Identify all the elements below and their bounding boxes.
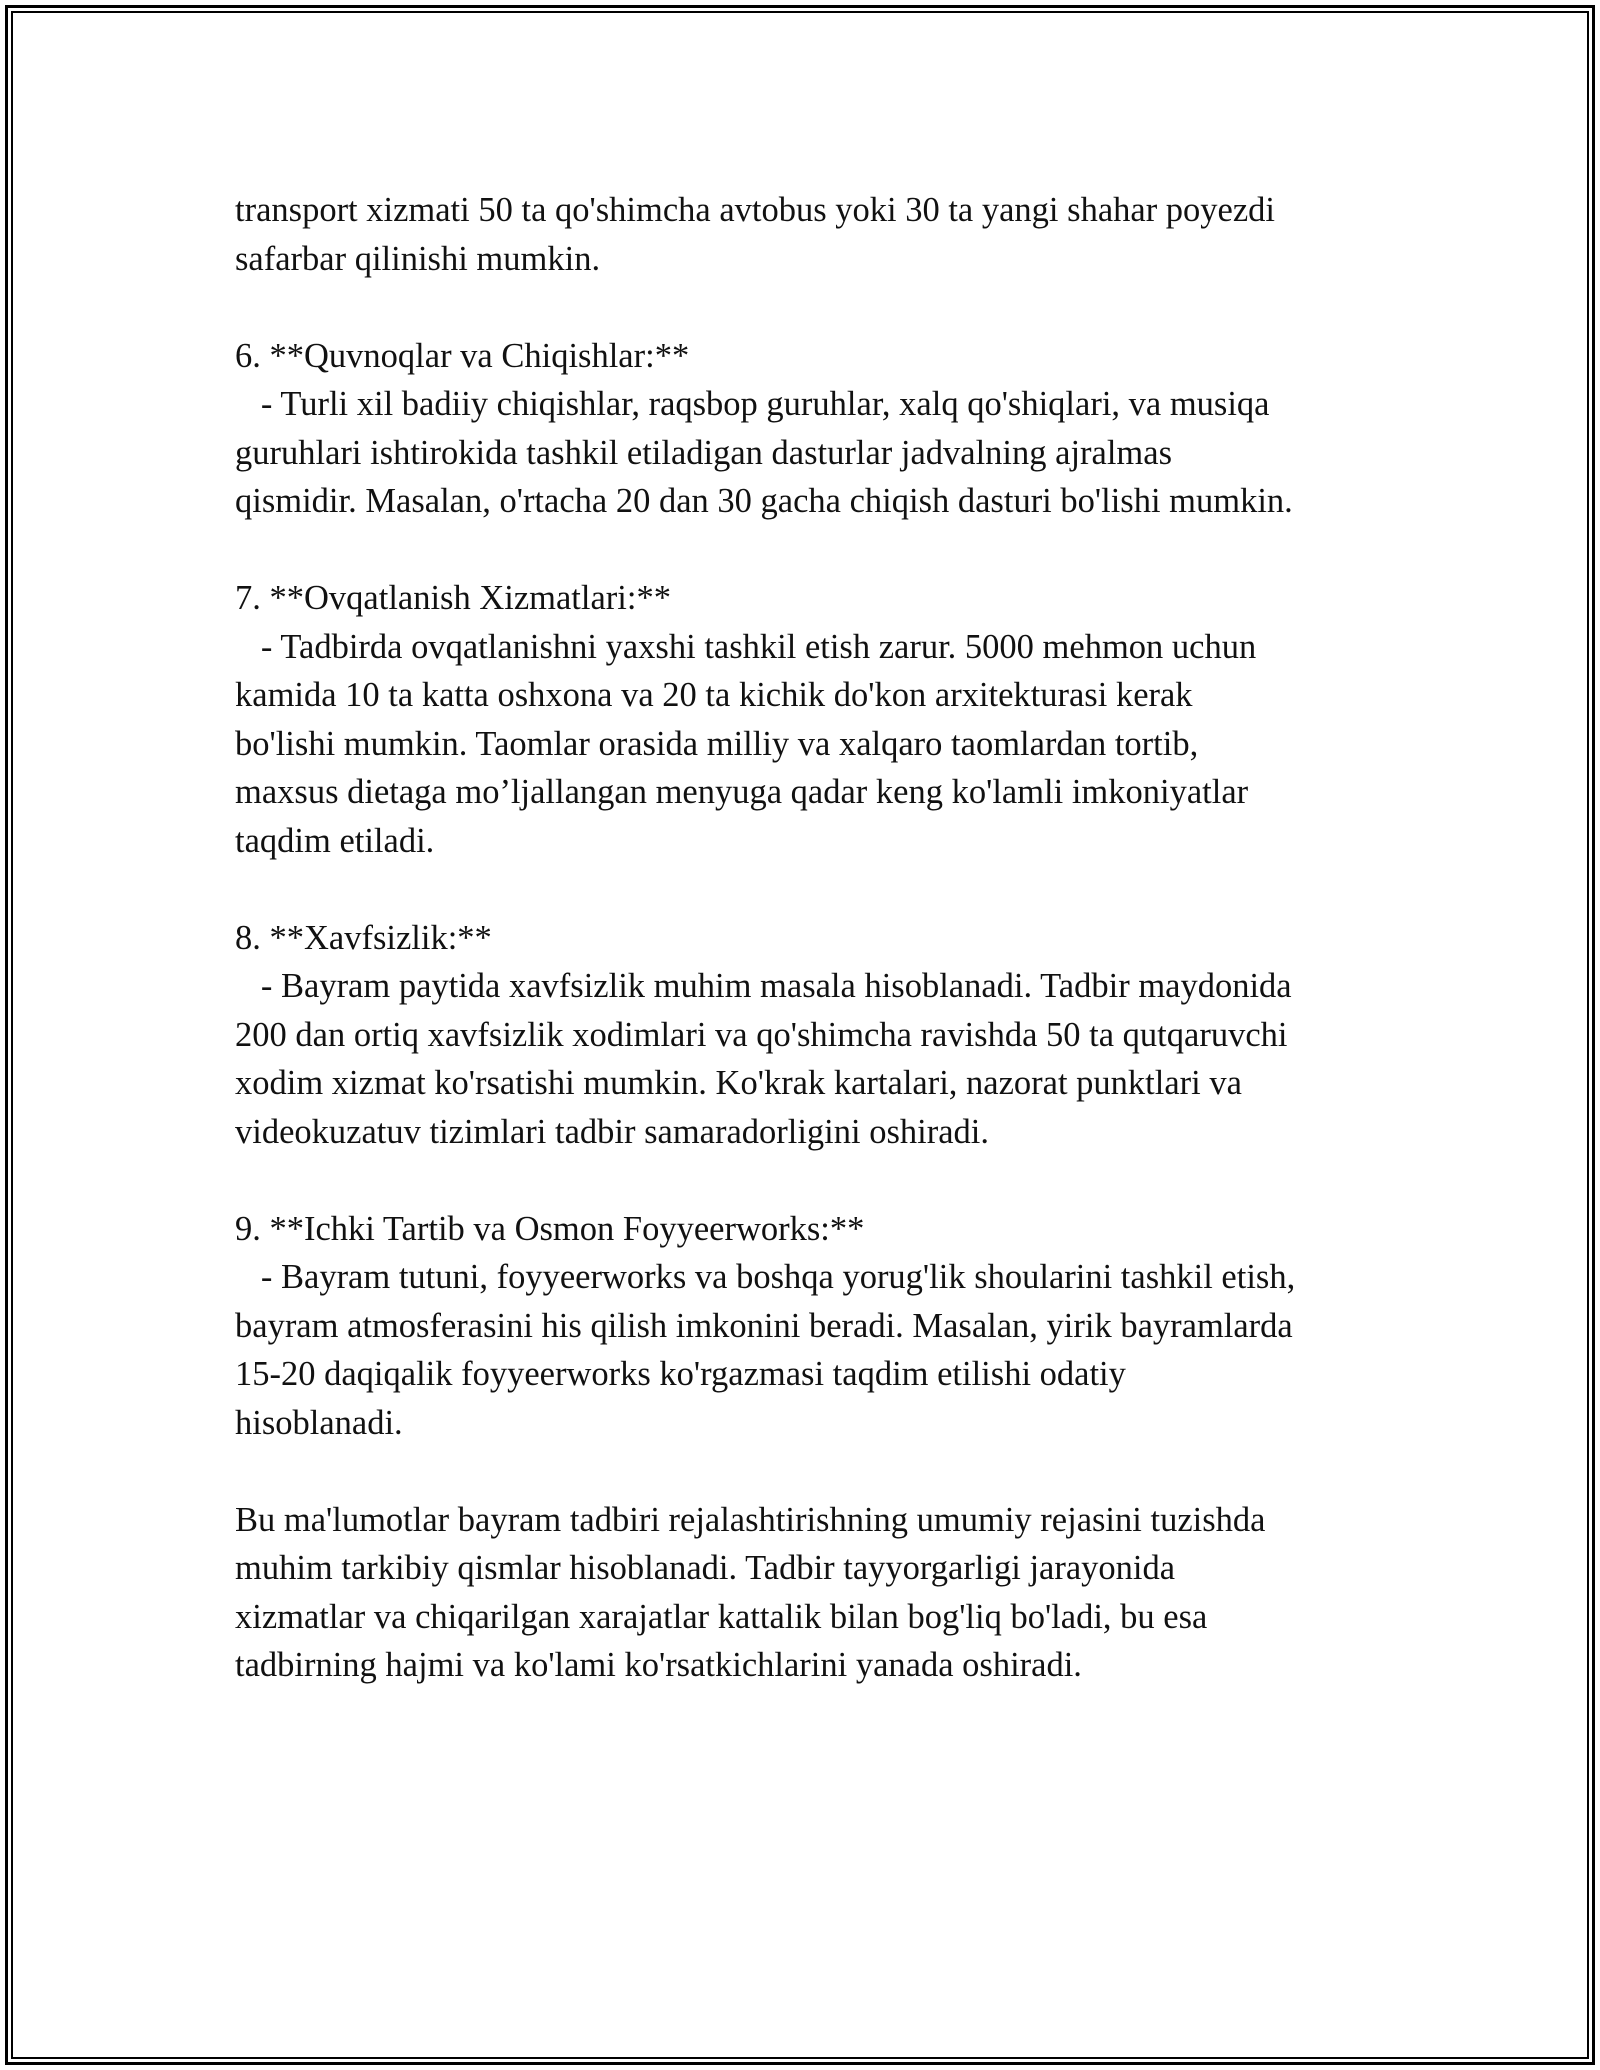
intro-paragraph: [235, 186, 1385, 283]
section-heading: 6. **Quvnoqlar va Chiqishlar:**: [235, 336, 690, 375]
text-line: tadbirning hajmi va ko'lami ko'rsatkichlarini yanada oshiradi.: [235, 1646, 1082, 1684]
section-6: [235, 332, 1385, 526]
paragraph-gap: [235, 1447, 1385, 1496]
section-heading: 8. **Xavfsizlik:**: [235, 918, 492, 957]
text-line: bayram atmosferasini his qilish imkonini beradi. Masalan, yirik bayramlarda: [235, 1306, 1293, 1345]
text-line: kamida 10 ta katta oshxona va 20 ta kichik do'kon arxitekturasi kerak: [235, 676, 1193, 714]
text-line: maxsus dietaga mo’ljallangan menyuga qadar keng ko'lamli imkoniyatlar: [235, 773, 1249, 811]
paragraph-gap: [235, 283, 1385, 332]
text-line: - Tadbirda ovqatlanishni yaxshi tashkil etish zarur. 5000 mehmon uchun: [235, 627, 1257, 666]
text-line: safarbar qilinishi mumkin.: [235, 239, 601, 278]
text-line: 200 dan ortiq xavfsizlik xodimlari va qo'shimcha ravishda 50 ta qutqaruvchi: [235, 1015, 1288, 1054]
section-7: [235, 574, 1385, 865]
text-line: taqdim etiladi.: [235, 821, 435, 860]
paragraph-gap: [235, 526, 1385, 575]
text-line: qismidir. Masalan, o'rtacha 20 dan 30 gacha chiqish dasturi bo'lishi mumkin.: [235, 482, 1293, 520]
section-8: [235, 914, 1385, 1157]
section-9: [235, 1205, 1385, 1448]
paragraph-gap: [235, 1156, 1385, 1205]
section-heading: 9. **Ichki Tartib va Osmon Foyyeerworks:**: [235, 1209, 865, 1248]
text-line: xodim xizmat ko'rsatishi mumkin. Ko'krak kartalari, nazorat punktlari va: [235, 1064, 1242, 1102]
text-line: xizmatlar va chiqarilgan xarajatlar kattalik bilan bog'liq bo'ladi, bu esa: [235, 1597, 1208, 1636]
text-line: 15-20 daqiqalik foyyeerworks ko'rgazmasi taqdim etilishi odatiy: [235, 1355, 1126, 1393]
text-line: videokuzatuv tizimlari tadbir samaradorligini oshiradi.: [235, 1112, 989, 1151]
text-line: bo'lishi mumkin. Taomlar orasida milliy va xalqaro taomlardan tortib,: [235, 724, 1199, 763]
text-line: - Bayram tutuni, foyyeerworks va boshqa yorug'lik shoularini tashkil etish,: [235, 1258, 1296, 1296]
text-line: - Bayram paytida xavfsizlik muhim masala hisoblanadi. Tadbir maydonida: [235, 967, 1292, 1005]
text-line: guruhlari ishtirokida tashkil etiladigan dasturlar jadvalning ajralmas: [235, 433, 1172, 472]
paragraph-gap: [235, 865, 1385, 914]
text-line: Bu ma'lumotlar bayram tadbiri rejalashtirishning umumiy rejasini tuzishda: [235, 1500, 1266, 1539]
text-line: - Turli xil badiiy chiqishlar, raqsbop guruhlar, xalq qo'shiqlari, va musiqa: [235, 385, 1270, 423]
conclusion-paragraph: [235, 1496, 1385, 1690]
document-body: [235, 186, 1385, 1690]
text-line: transport xizmati 50 ta qo'shimcha avtobus yoki 30 ta yangi shahar poyezdi: [235, 191, 1276, 229]
text-line: hisoblanadi.: [235, 1403, 403, 1442]
text-line: muhim tarkibiy qismlar hisoblanadi. Tadbir tayyorgarligi jarayonida: [235, 1549, 1176, 1587]
section-heading: 7. **Ovqatlanish Xizmatlari:**: [235, 579, 671, 617]
